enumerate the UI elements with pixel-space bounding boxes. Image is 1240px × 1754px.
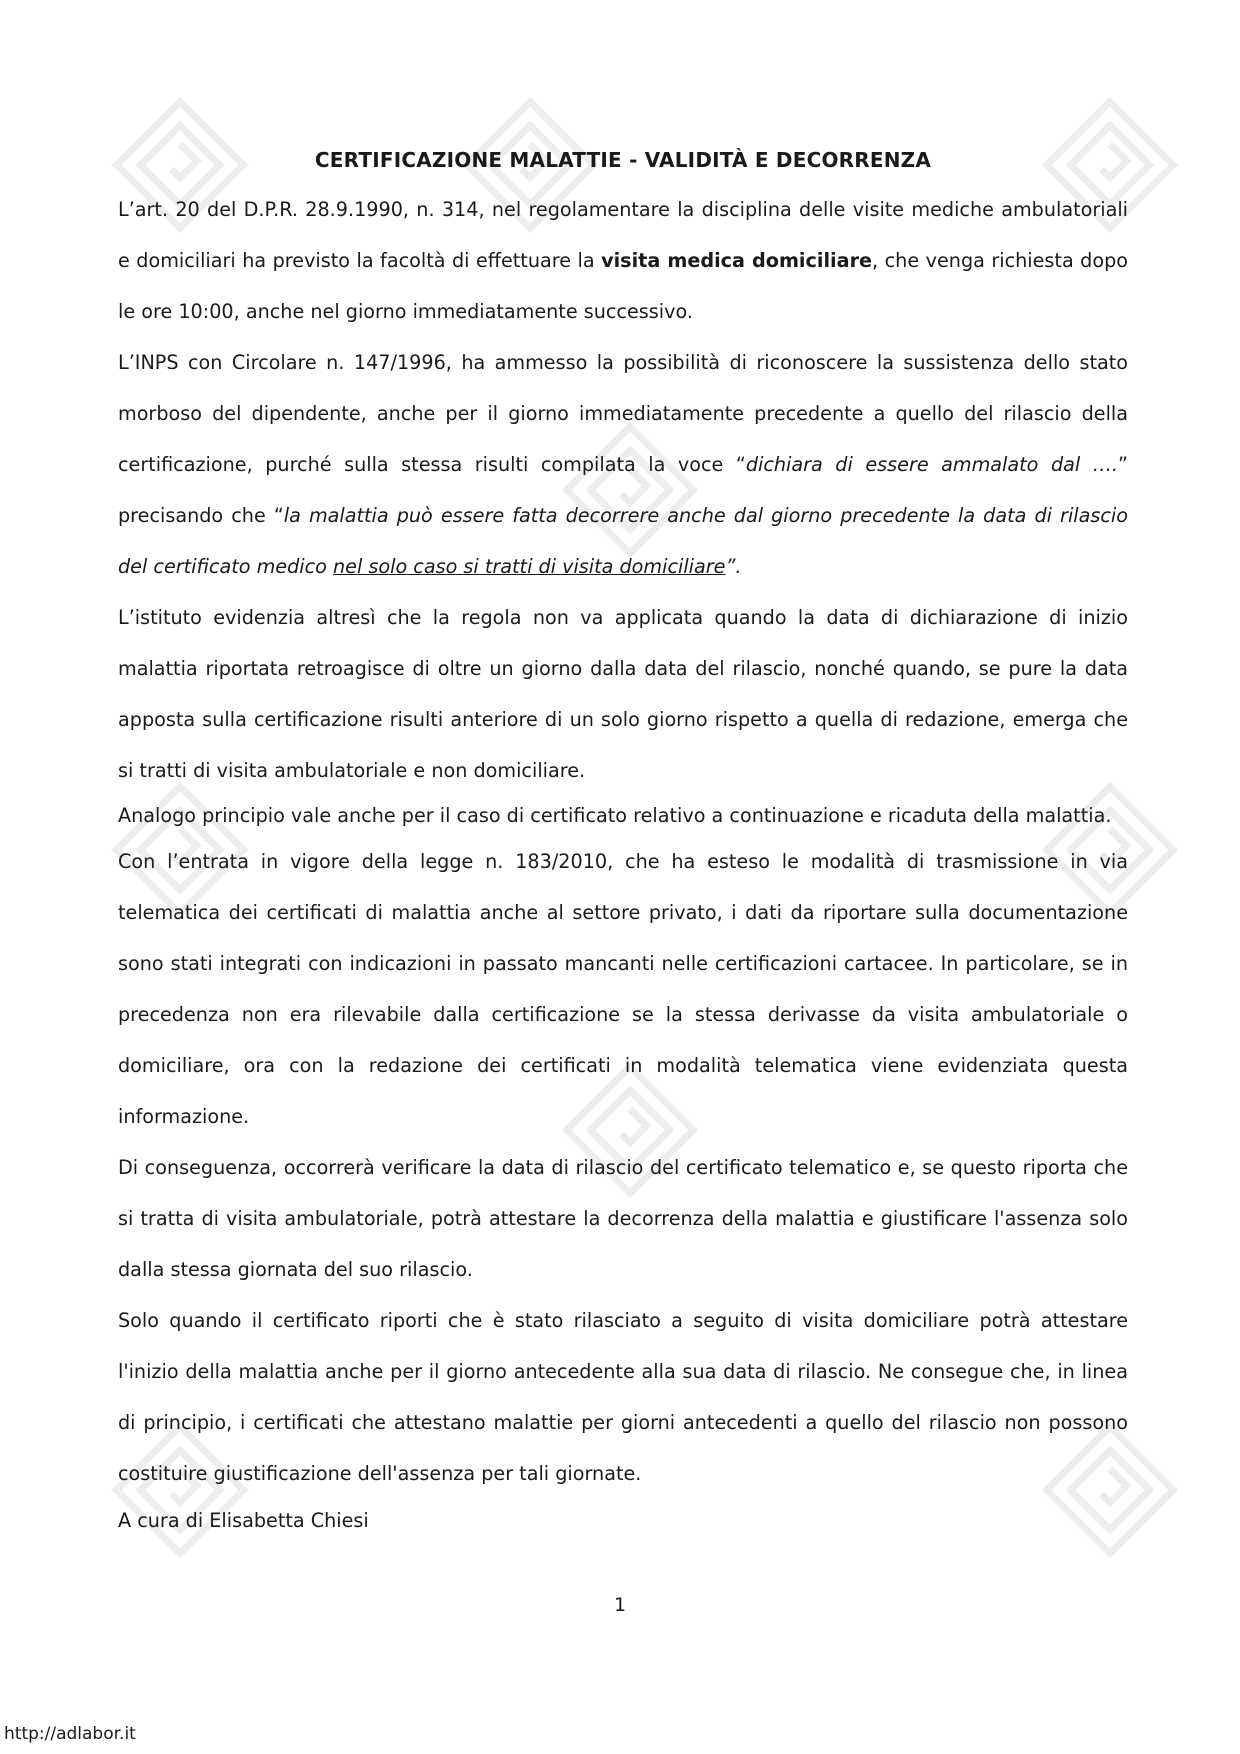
paragraph-text: L’INPS con Circolare n. 147/1996, ha ammesso la possibilità di riconoscere la sussistenza dello stato morboso del dipendente, anche per il giorno immediatamente precedente a quello del rilascio della certificazione, purché sulla stessa risulti compilata la voce “ [118,351,1128,476]
author-credit: A cura di Elisabetta Chiesi [118,1509,369,1532]
document-title: CERTIFICAZIONE MALATTIE - VALIDITÀ E DECORRENZA [314,148,932,172]
paragraph-text: ” precisando che “ [118,453,1128,527]
paragraph-institute-rule: L’istituto evidenzia altresì che la regola non va applicata quando la data di dichiarazione di inizio malattia riportata retroagisce di oltre un giorno dalla data del rilascio, nonché quando, se pure la data apposta sulla certificazione risulti anteriore di un solo giorno rispetto a quella di redazione, emerga che si tratti di visita ambulatoriale e non domiciliare. [118,606,1128,782]
document-body [118,140,1128,1543]
paragraph-text: L’art. 20 del D.P.R. 28.9.1990, n. 314, nel regolamentare la disciplina delle visite mediche ambulatoriali e domiciliari ha previsto la facoltà di effettuare la [118,198,1128,272]
paragraph-text: ”. [725,555,742,578]
paragraph-text: , che venga richiesta dopo le ore 10:00, anche nel giorno immediatamente successivo. [118,249,1129,323]
footer-url: http://adlabor.it [4,1724,136,1744]
underlined-italic-phrase: nel solo caso si tratti di visita domiciliare [332,555,726,578]
paragraph-home-visit: Solo quando il certificato riporti che è stato rilasciato a seguito di visita domiciliare potrà attestare l'inizio della malattia anche per il giorno antecedente alla sua data di rilascio. Ne consegue che, in linea di principio, i certificati che attestano malattie per giorni antecedenti a quello del rilascio non possono costituire giustificazione dell'assenza per tali giornate. [118,1309,1128,1485]
bold-phrase: visita medica domiciliare [601,249,873,272]
page-number: 1 [613,1594,627,1616]
paragraph-dpr-article [118,184,1128,337]
italic-quote: dichiara di essere ammalato dal …. [745,453,1119,476]
italic-quote: la malattia può essere fatta decorrere anche dal giorno precedente la data di rilascio del certificato medico [118,504,1128,578]
paragraph-consequence: Di conseguenza, occorrerà verificare la data di rilascio del certificato telematico e, se questo riporta che si tratta di visita ambulatoriale, potrà attestare la decorrenza della malattia e giustificare l'assenza solo dalla stessa giornata del suo rilascio. [118,1156,1128,1281]
paragraph-inps-circular [118,337,1128,592]
paragraph-analogous-principle: Analogo principio vale anche per il caso di certificato relativo a continuazione e ricaduta della malattia. [118,804,1112,827]
paragraph-law-183-2010: Con l’entrata in vigore della legge n. 183/2010, che ha esteso le modalità di trasmissione in via telematica dei certificati di malattia anche al settore privato, i dati da riportare sulla documentazione sono stati integrati con indicazioni in passato mancanti nelle certificazioni cartacee. In particolare, se in precedenza non era rilevabile dalla certificazione se la stessa derivasse da visita ambulatoriale o domiciliare, ora con la redazione dei certificati in modalità telematica viene evidenziata questa informazione. [118,850,1128,1128]
